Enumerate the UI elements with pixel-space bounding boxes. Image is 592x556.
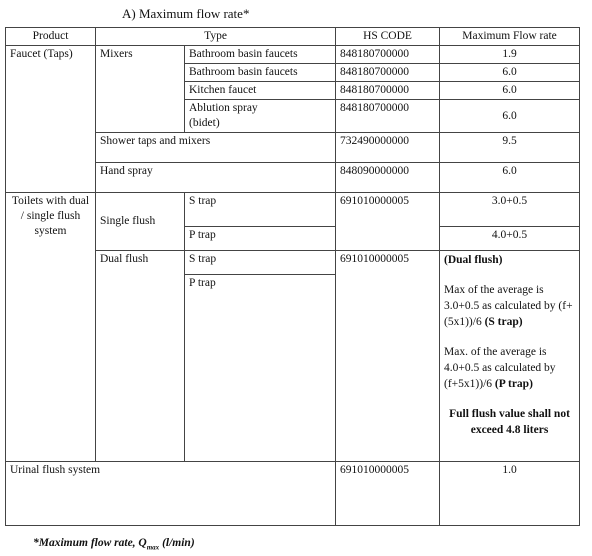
- footnote-unit: (l/min): [159, 537, 195, 549]
- header-hs-code: HS CODE: [336, 28, 440, 46]
- type-cell: Bathroom basin faucets: [185, 46, 336, 64]
- product-urinal: Urinal flush system: [6, 462, 336, 526]
- note-p-text: Max. of the average is 4.0+0.5 as calculated by (f+5x1))/6: [444, 346, 556, 390]
- hs-code-cell: 848180700000: [336, 100, 440, 133]
- type-cell: Hand spray: [96, 163, 336, 193]
- note-p-label: (P trap): [494, 378, 533, 390]
- hs-code-cell: 848180700000: [336, 64, 440, 82]
- table-row: [6, 46, 580, 64]
- section-title: A) Maximum flow rate*: [122, 6, 250, 21]
- trap-cell: S trap: [185, 193, 336, 227]
- hs-code-cell: 732490000000: [336, 133, 440, 163]
- footnote-subscript: max: [146, 543, 160, 552]
- flow-cell: 9.5: [440, 133, 580, 163]
- note-full-flush: Full flush value shall not exceed 4.8 liters: [449, 408, 570, 436]
- flow-cell: 3.0+0.5: [440, 193, 580, 227]
- hs-code-cell: 691010000005: [336, 251, 440, 462]
- footnote: [33, 537, 195, 551]
- hs-code-cell: 848180700000: [336, 46, 440, 64]
- type-cell: Bathroom basin faucets: [185, 64, 336, 82]
- flow-cell: 6.0: [440, 163, 580, 193]
- trap-cell: P trap: [185, 275, 336, 462]
- type-mixers: Mixers: [96, 46, 185, 133]
- note-s-text: Max of the average is 3.0+0.5 as calculated by (f+(5x1))/6: [444, 284, 573, 328]
- note-s-label: (S trap): [484, 316, 523, 328]
- type-cell: Shower taps and mixers: [96, 133, 336, 163]
- dual-flush-note: [440, 251, 580, 462]
- header-type: Type: [96, 28, 336, 46]
- type-line-2: (bidet): [189, 117, 220, 129]
- product-faucet: Faucet (Taps): [6, 46, 96, 193]
- type-single-flush: Single flush: [96, 193, 185, 251]
- flow-cell: 4.0+0.5: [440, 227, 580, 251]
- flow-cell: 1.9: [440, 46, 580, 64]
- type-cell: [185, 100, 336, 133]
- table-header-row: [6, 28, 580, 46]
- trap-cell: P trap: [185, 227, 336, 251]
- flow-cell: 6.0: [440, 100, 580, 133]
- type-dual-flush: Dual flush: [96, 251, 185, 462]
- table-row: [6, 462, 580, 526]
- note-heading: (Dual flush): [444, 254, 503, 266]
- footnote-text: *Maximum flow rate, Q: [33, 537, 147, 549]
- flow-rate-table: [5, 27, 580, 526]
- header-product: Product: [6, 28, 96, 46]
- hs-code-cell: 848180700000: [336, 82, 440, 100]
- note-s-trap: [444, 282, 575, 330]
- flow-cell: 6.0: [440, 64, 580, 82]
- trap-cell: S trap: [185, 251, 336, 275]
- type-line: Ablution spray: [189, 102, 258, 114]
- type-cell: Kitchen faucet: [185, 82, 336, 100]
- hs-code-cell: 848090000000: [336, 163, 440, 193]
- note-p-trap: [444, 344, 575, 392]
- table-row: [6, 193, 580, 227]
- header-max-flow: Maximum Flow rate: [440, 28, 580, 46]
- hs-code-cell: 691010000005: [336, 193, 440, 251]
- flow-cell: 1.0: [440, 462, 580, 526]
- product-toilets: Toilets with dual / single flush system: [6, 193, 96, 462]
- flow-cell: 6.0: [440, 82, 580, 100]
- hs-code-cell: 691010000005: [336, 462, 440, 526]
